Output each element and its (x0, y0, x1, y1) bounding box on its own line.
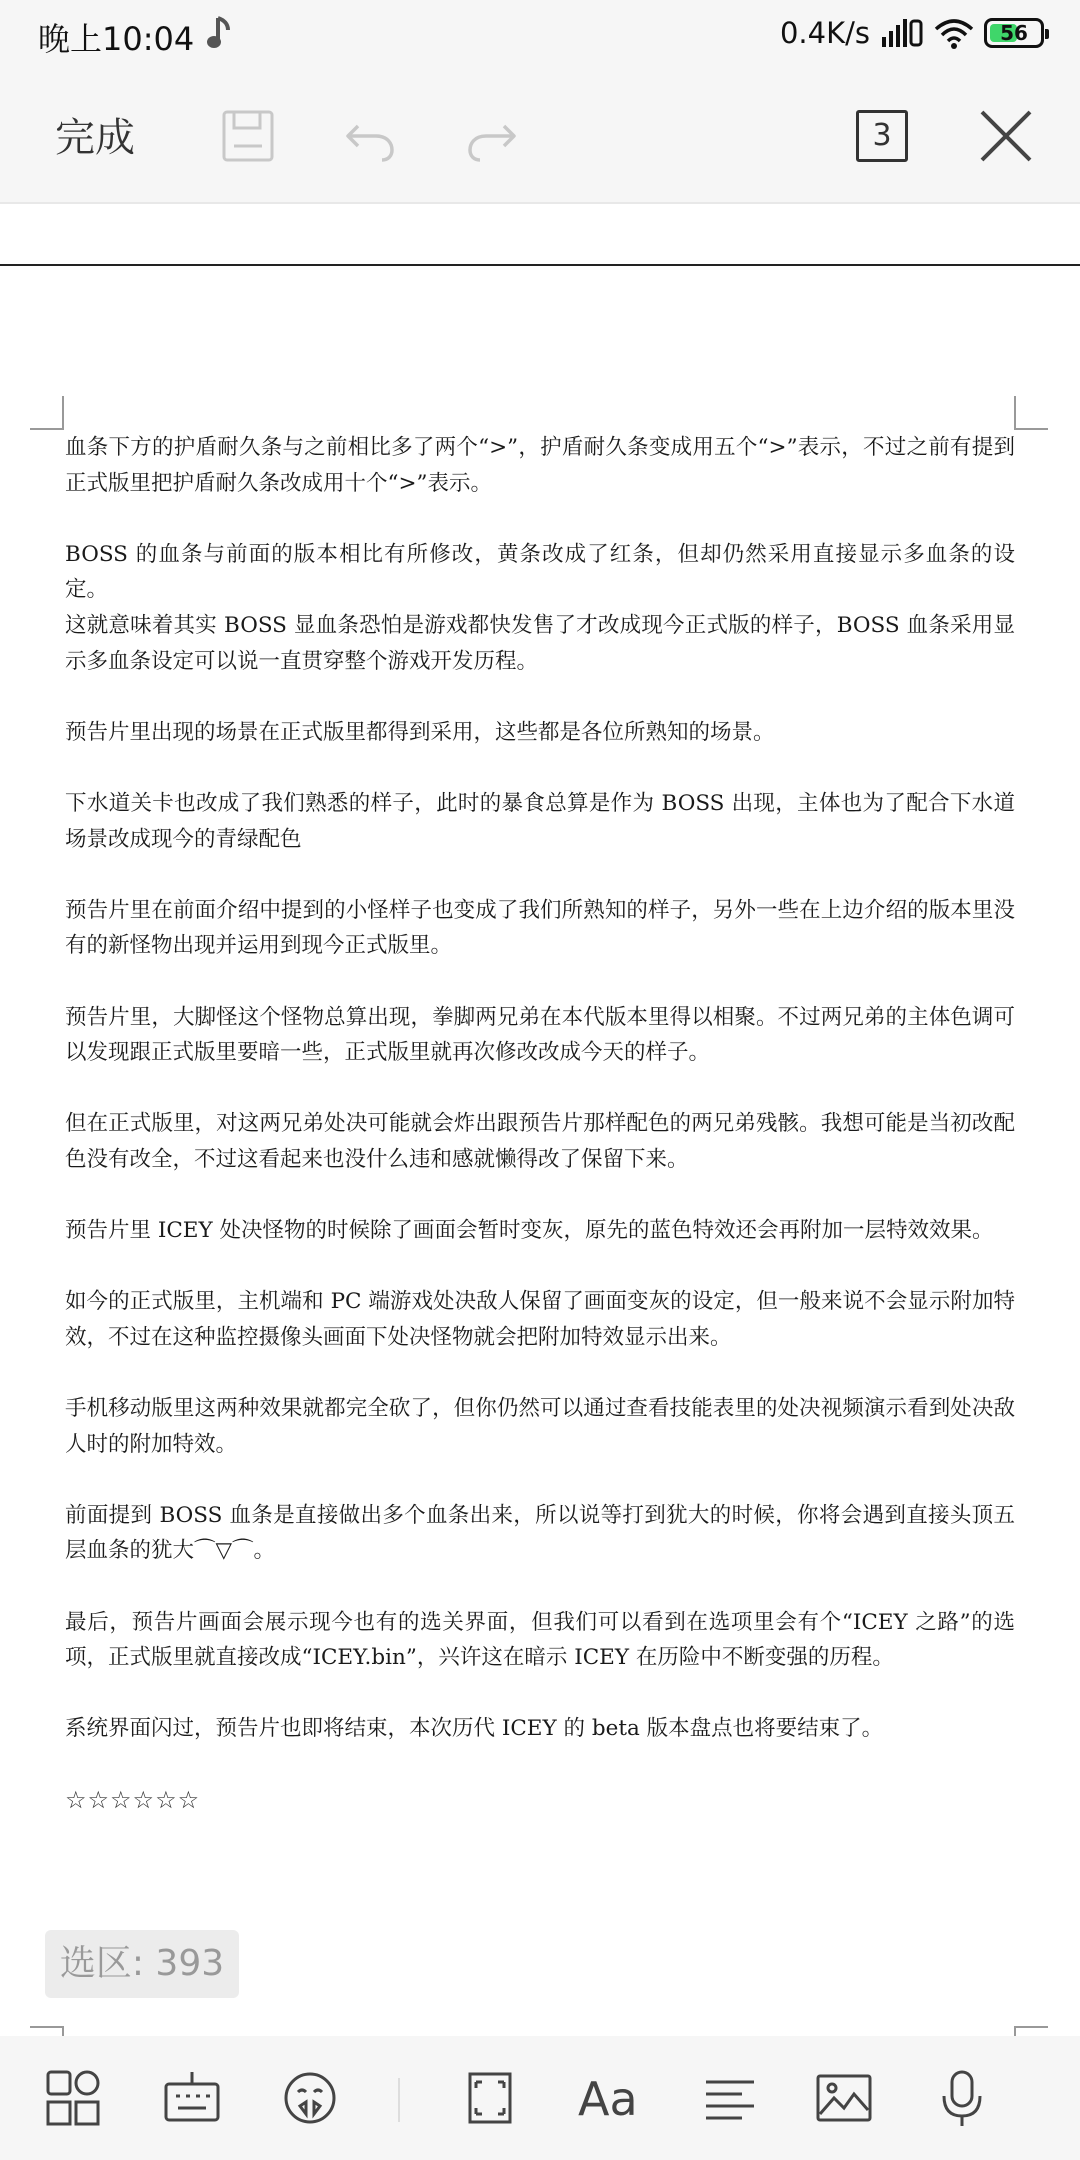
paragraph: BOSS 的血条与前面的版本相比有所修改，黄条改成了红条，但却仍然采用直接显示多血条的设定。 (65, 541, 1015, 603)
keyboard-icon[interactable] (162, 2068, 222, 2128)
paragraph: 但在正式版里，对这两兄弟处决可能就会炸出跟预告片那样配色的两兄弟残骸。我想可能是当初改配色没有改全，不过这看起来也没什么违和感就懒得改了保留下来。 (65, 1111, 1015, 1172)
paragraph: 手机移动版里这两种效果就都完全砍了，但你仍然可以通过查看技能表里的处决视频演示看到处决敌人时的附加特效。 (65, 1396, 1015, 1457)
blank-line (65, 1747, 1015, 1783)
paragraph: 预告片里 ICEY 处决怪物的时候除了画面会暂时变灰，原先的蓝色特效还会再附加一层特效效果。 (65, 1218, 994, 1244)
blank-line (65, 1676, 1015, 1712)
page-count-badge[interactable]: 3 (856, 110, 908, 162)
close-icon[interactable] (978, 108, 1034, 164)
blank-line (65, 964, 1015, 1000)
blank-line (65, 1071, 1015, 1107)
undo-icon[interactable] (340, 106, 400, 166)
blank-line (65, 857, 1015, 893)
paragraph: 如今的正式版里，主机端和 PC 端游戏处决敌人保留了画面变灰的设定，但一般来说不会显示附加特效，不过在这种监控摄像头画面下处决怪物就会把附加特效显示出来。 (65, 1289, 1015, 1350)
redo-icon[interactable] (462, 106, 522, 166)
battery-indicator (984, 18, 1044, 48)
paragraph: 预告片里，大脚怪这个怪物总算出现，拳脚两兄弟在本代版本里得以相聚。不过两兄弟的主体色调可以发现跟正式版里要暗一些，正式版里就再次修改改成今天的样子。 (65, 1004, 1015, 1066)
align-icon[interactable] (700, 2068, 760, 2128)
blank-line (65, 1177, 1015, 1213)
blank-line (65, 750, 1015, 786)
battery-level: 56 (1000, 21, 1028, 45)
paragraph: 这就意味着其实 BOSS 显血条恐怕是游戏都快发售了才改成现今正式版的样子，BOSS 血条采用显示多血条设定可以说一直贯穿整个游戏开发历程。 (65, 612, 1015, 674)
paragraph: 血条下方的护盾耐久条与之前相比多了两个“>”，护盾耐久条变成用五个“>”表示，不过之前有提到正式版里把护盾耐久条改成用十个“>”表示。 (65, 435, 1015, 496)
paragraph: 最后，预告片画面会展示现今也有的选关界面，但我们可以看到在选项里会有个“ICEY 之路”的选项，正式版里就直接改成“ICEY.bin”，兴许这在暗示 ICEY 在历险中不断变强的历程。 (65, 1609, 1015, 1671)
blank-line (65, 1569, 1015, 1605)
font-icon[interactable]: Aa (578, 2072, 638, 2126)
blank-line (65, 1462, 1015, 1498)
selection-count-badge: 选区: 393 (45, 1930, 239, 1998)
done-button[interactable]: 完成 (55, 106, 135, 163)
fullscreen-icon[interactable] (460, 2068, 520, 2128)
bottom-toolbar (0, 2036, 1080, 2160)
status-time: 晚上10:04 (38, 20, 195, 58)
paragraph: 系统界面闪过，预告片也即将结束，本次历代 ICEY 的 beta 版本盘点也将要结束了。 (65, 1716, 884, 1742)
page-header-rule (0, 264, 1080, 266)
save-icon[interactable] (218, 106, 278, 166)
editor-toolbar (0, 66, 1080, 204)
apps-icon[interactable] (44, 2068, 104, 2128)
paragraph: 前面提到 BOSS 血条是直接做出多个血条出来，所以说等打到犹大的时候，你将会遇到直接头顶五层血条的犹大⌒▽⌒。 (65, 1502, 1015, 1564)
music-note-icon (206, 14, 232, 52)
margin-corner-top-right (1014, 396, 1048, 430)
blank-line (65, 501, 1015, 537)
signal-icon (880, 17, 924, 49)
net-speed: 0.4K/s (779, 16, 870, 50)
image-icon[interactable] (814, 2068, 874, 2128)
blank-line (65, 1249, 1015, 1285)
rating-stars: ☆☆☆☆☆☆ (65, 1785, 201, 1814)
blank-line (65, 1355, 1015, 1391)
paragraph: 预告片里在前面介绍中提到的小怪样子也变成了我们所熟知的样子，另外一些在上边介绍的版本里没有的新怪物出现并运用到现今正式版里。 (65, 897, 1015, 959)
paragraph: 下水道关卡也改成了我们熟悉的样子，此时的暴食总算是作为 BOSS 出现，主体也为了配合下水道场景改成现今的青绿配色 (65, 790, 1015, 852)
margin-corner-top-left (30, 396, 64, 430)
mic-icon[interactable] (932, 2068, 992, 2128)
status-bar (0, 0, 1080, 66)
status-indicators (780, 12, 1044, 54)
bottom-toolbar-divider (398, 2078, 400, 2122)
blank-line (65, 679, 1015, 715)
wifi-icon (934, 17, 974, 49)
document-body[interactable] (65, 430, 1015, 1818)
paragraph: 预告片里出现的场景在正式版里都得到采用，这些都是各位所熟知的场景。 (65, 719, 775, 745)
sticker-icon[interactable] (280, 2068, 340, 2128)
